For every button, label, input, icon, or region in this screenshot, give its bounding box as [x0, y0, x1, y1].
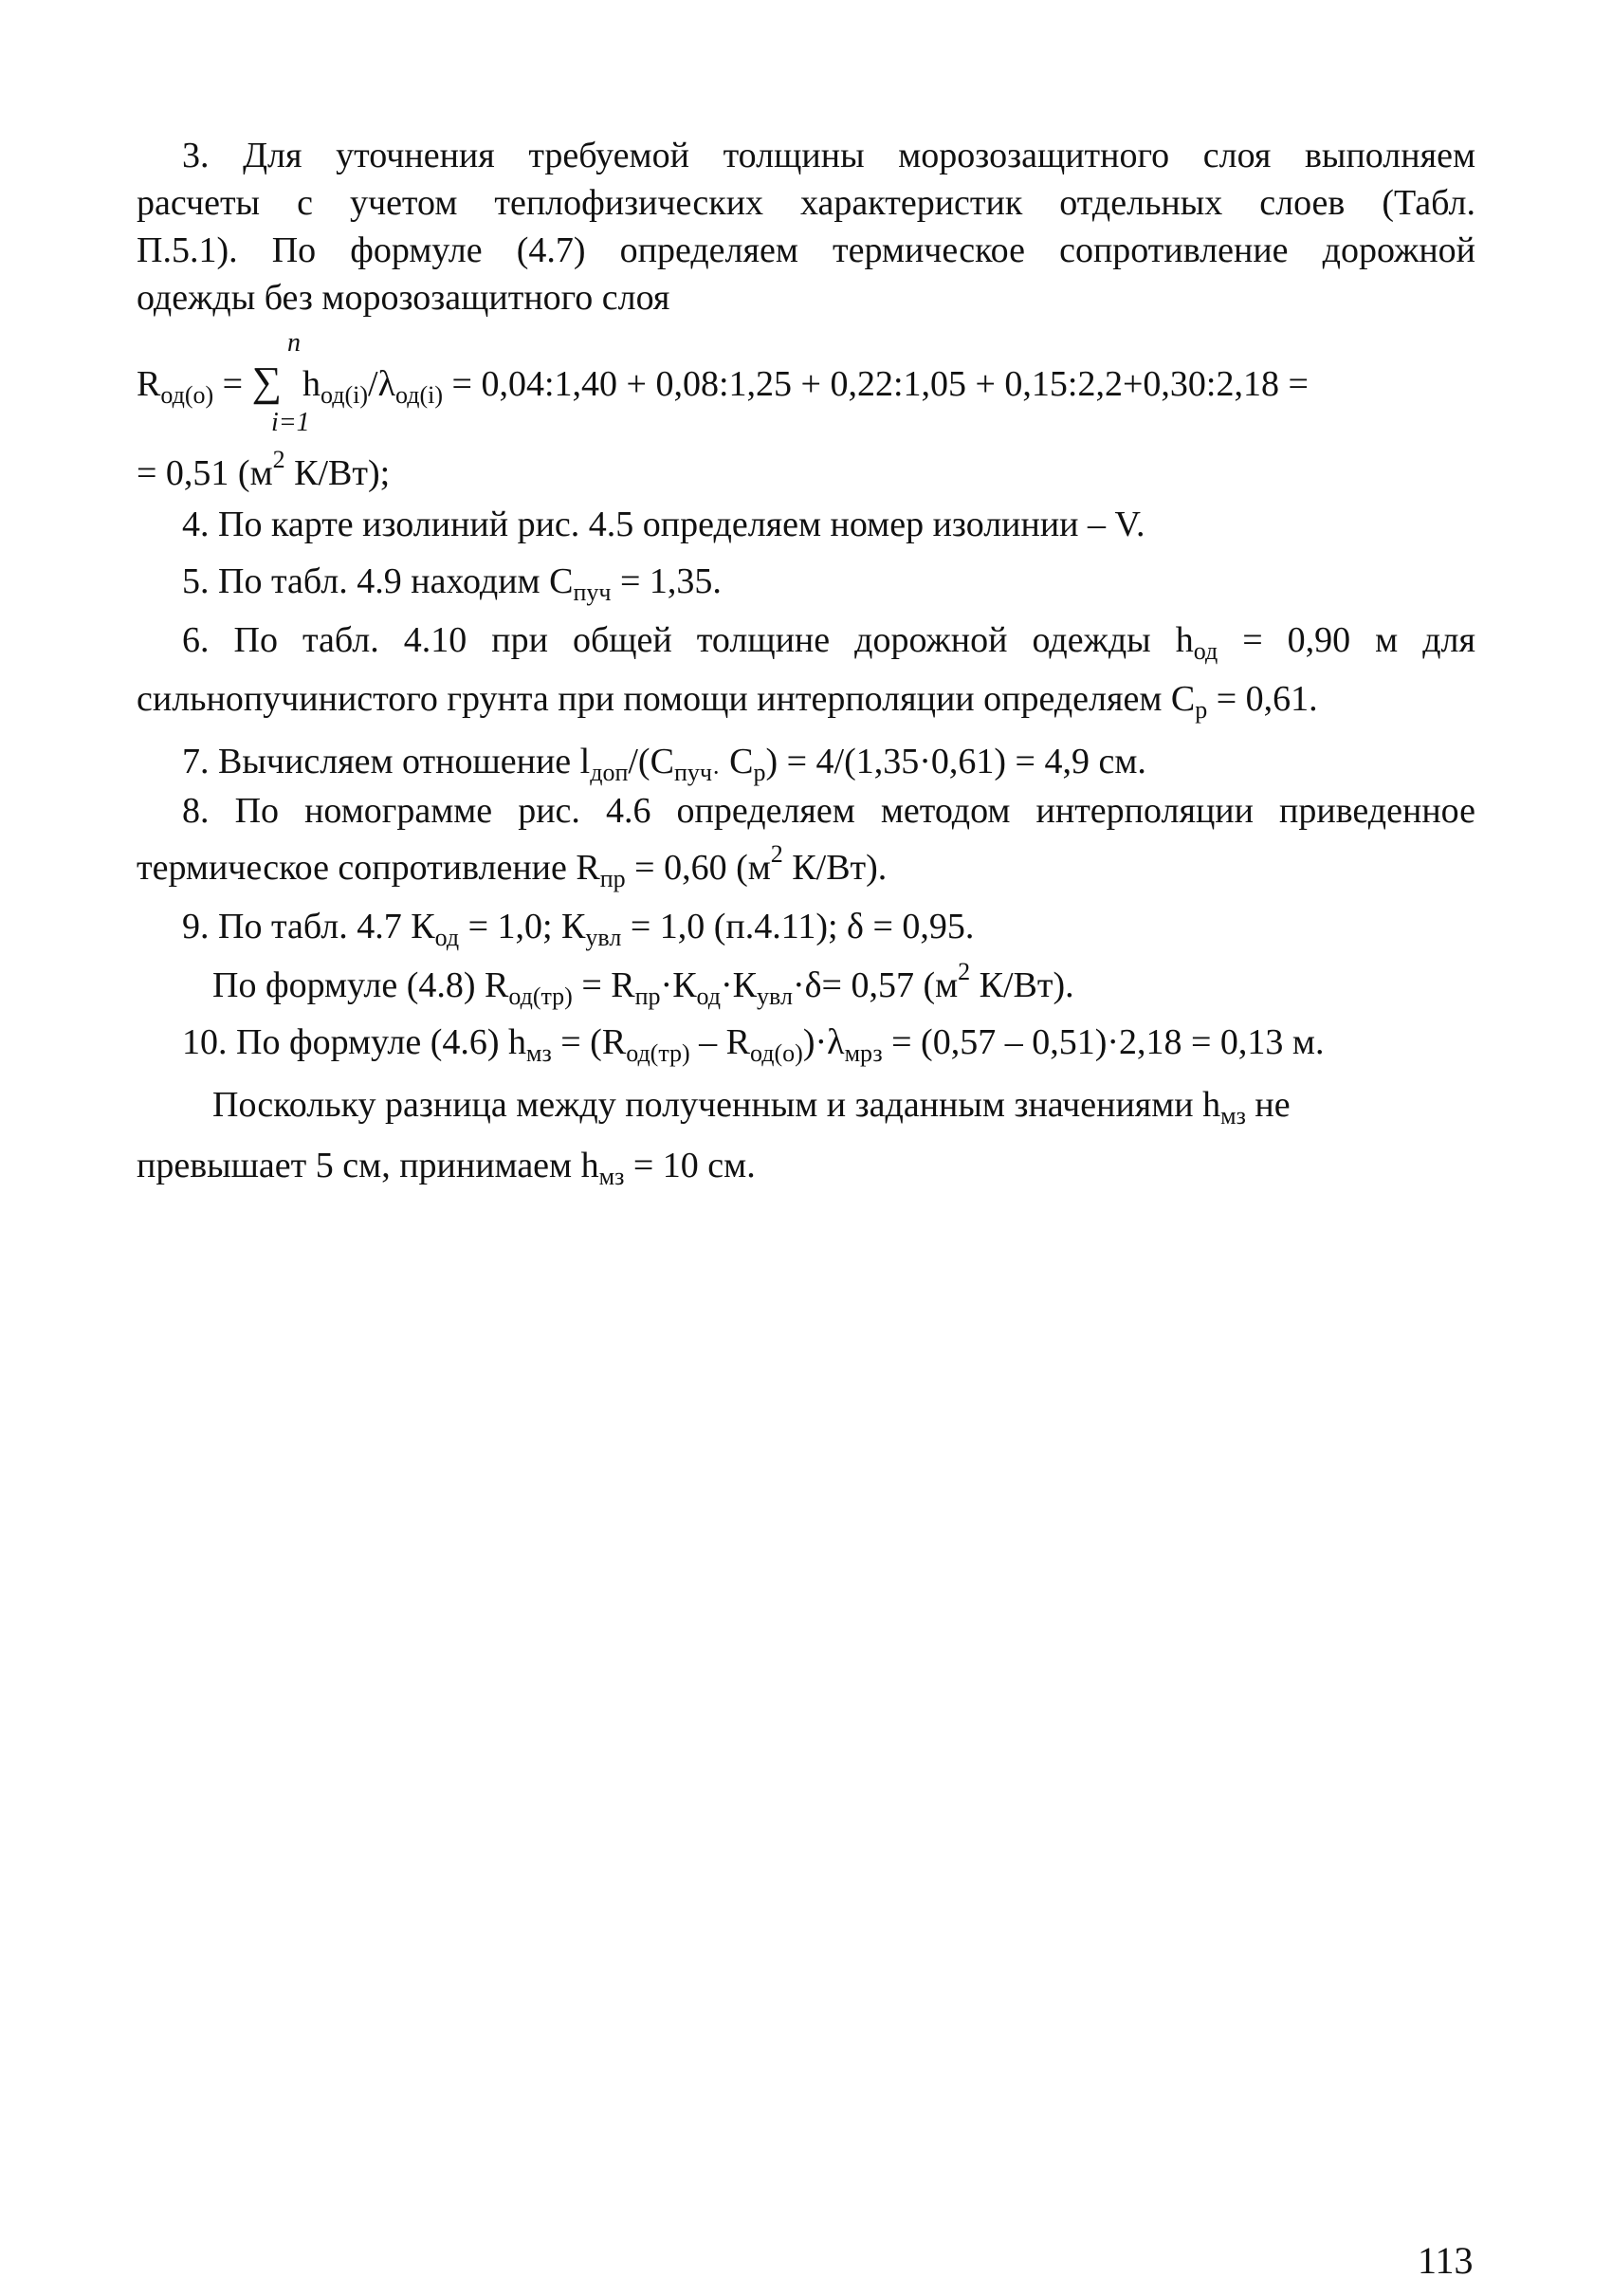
formula-lhs-sub: од(o) — [160, 381, 214, 409]
conclusion-line-1: Поскольку разница между полученным и заданным значениями $h_{мз}$ не — [212, 1085, 1291, 1130]
item-9: 9. По табл. 4.7 $К_{од} = 1,0$; $К_{увл} = 1,0$ (п.4.11); δ = 0,95. — [182, 907, 975, 951]
formula-4-8: По формуле (4.8) $R_{од(тр)} = R_{пр}\cdot К_{од}\cdot К_{увл}\cdot\delta= 0,57$ ($м^2$ К/Вт). — [212, 958, 1074, 1010]
conclusion-line-2: превышает 5 см, принимаем $h_{мз} = 10$ см. — [137, 1146, 756, 1190]
formula-eq: = — [213, 364, 252, 404]
item-3-line-1: 3. Для уточнения требуемой толщины морозозащитного слоя выполняем — [182, 136, 1475, 175]
item-3-line-2: расчеты с учетом теплофизических характеристик отдельных слоев (Табл. — [137, 183, 1475, 223]
item-10: 10. По формуле (4.6) $h_{мз} = (R_{од(тр)} - R_{од(о)})\cdot\lambda_{мрз} = (0,57 - 0,51)\cdot 2,18 = 0,13$ м. — [182, 1022, 1325, 1067]
sum-lower-limit: i=1 — [271, 408, 310, 437]
superscript-2: 2 — [272, 446, 285, 473]
formula-rhs: = 0,04:1,40 + 0,08:1,25 + 0,22:1,05 + 0,15:2,2+0,30:2,18 = — [443, 364, 1309, 404]
item-8-line-1: 8. По номограмме рис. 4.6 определяем методом интерполяции приведенное — [182, 791, 1475, 831]
item-3-line-3: П.5.1). По формуле (4.7) определяем термическое сопротивление дорожной — [137, 230, 1475, 270]
item-7: 7. Вычисляем отношение $l_{доп}/(С_{пуч\cdot}$ $С_р) = 4/(1,35\cdot 0,61) = 4,9$ см. — [182, 742, 1146, 786]
term-h-sub: од(i) — [320, 381, 368, 409]
formula-lhs: R — [137, 364, 161, 404]
term-lambda: λ — [377, 364, 395, 404]
term-lambda-sub: од(i) — [395, 381, 444, 409]
page-number: 113 — [1418, 2239, 1474, 2282]
item-3-line-4: одежды без морозозащитного слоя — [137, 278, 670, 318]
item-8-line-2: термическое сопротивление $R_{пр} = 0,60$ ($м^2$ К/Вт). — [137, 840, 888, 892]
sum-sign: ∑ — [251, 358, 282, 405]
item-4: 4. По карте изолиний рис. 4.5 определяем номер изолинии – V. — [182, 505, 1145, 544]
formula-4-7 — [137, 358, 1475, 408]
item-5: 5. По табл. 4.9 находим $С_{пуч} = 1,35$. — [182, 561, 722, 606]
formula-result: = 0,51 ($м^2$ К/Вт); — [137, 446, 391, 493]
item-6-line-2: сильнопучинистого грунта при помощи интерполяции определяем $С_р = 0,61$. — [137, 679, 1318, 724]
term-h: h — [302, 364, 321, 404]
sum-upper-limit: n — [287, 328, 301, 358]
item-6-line-1: 6. По табл. 4.10 при общей толщине дорожной одежды $h_{од} = 0,90$ м для — [182, 620, 1475, 665]
term-slash: / — [368, 364, 378, 404]
